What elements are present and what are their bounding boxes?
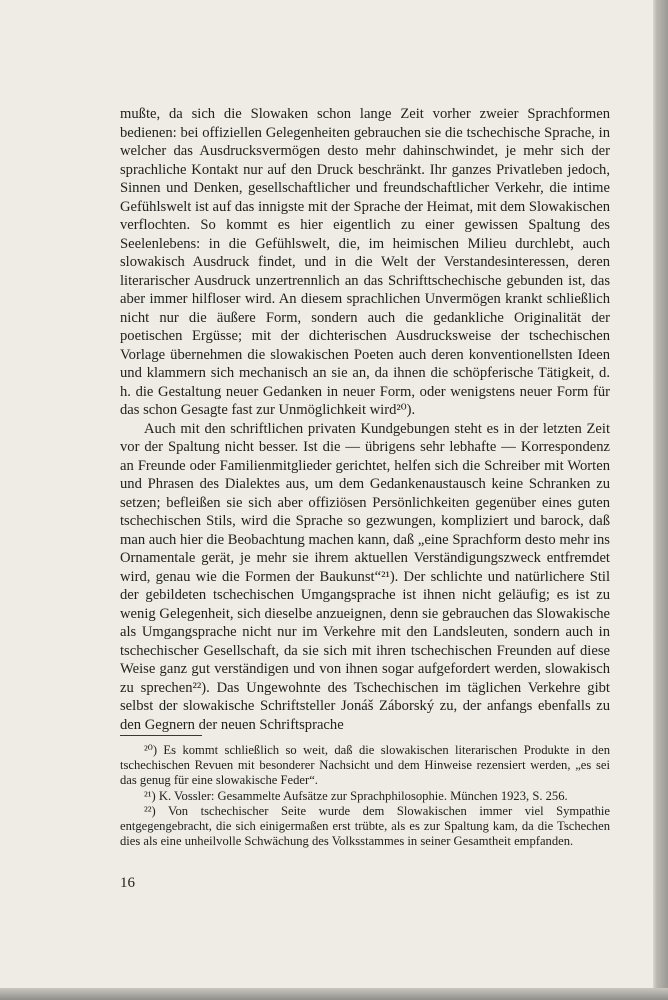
body-paragraph: mußte, da sich die Slowaken schon lange Zeit vorher zweier Sprachformen bedienen: bei offiziellen Gelegenheiten gebrauchen sie die tschechische Sprache, in welcher das Ausdrucksvermögen desto mehr dahinschwindet, je mehr sich der sprachliche Kontakt nur auf den Druck beschränkt. Ihr ganzes Privatleben jedoch, Sinnen und Denken, gesellschaftlicher und freundschaftlicher Verkehr, die intime Gefühlswelt ist auf das innigste mit der Sprache der Heimat, mit dem Slowakischen verflochten. So kommt es hier eigentlich zu einer gewissen Spaltung des Seelenlebens: in die Gefühlswelt, die, im heimischen Milieu durchlebt, auch slowakisch Ausdruck findet, und in die Welt der Verstandesinteressen, deren literarischer Ausdruck unzertrennlich an das Schrifttschechische gebunden ist, das aber immer hilfloser wird. An diesem sprachlichen Unvermögen krankt schließlich nicht nur die äußere Form, sondern auch die gedankliche Originalität der poetischen Ergüsse; mit der dichterischen Ausdrucksweise der tschechischen Vorlage übernehmen die slowakischen Poeten auch deren konventionellsten Ideen und klammern sich mechanisch an sie an, da ihnen die schöpferische Tätigkeit, d. h. die Gestaltung neuer Gedanken in neuer Form, oder wenigstens neuer Form für das schon Gesagte fast zur Unmöglichkeit wird²⁰).	[120, 106, 610, 418]
footnote-20: ²⁰) Es kommt schließlich so weit, daß die slowakischen literarischen Produkte in den tschechischen Revuen mit besonderer Nachsicht und dem Hinweise rezensiert werden, „es sei das genug für eine slowakische Feder“.	[120, 743, 610, 788]
footnotes	[120, 743, 610, 849]
footnote-21: ²¹) K. Vossler: Gesammelte Aufsätze zur Sprachphilosophie. München 1923, S. 256.	[144, 788, 568, 803]
body-paragraph: Auch mit den schriftlichen privaten Kundgebungen steht es in der letzten Zeit vor der Spaltung nicht besser. Ist die — übrigens sehr lebhafte — Korrespondenz an Freunde oder Familienmitglieder gerichtet, helfen sich die Schreiber mit Worten und Phrasen des Dialektes aus, um dem Gedankenaustausch keine Schranken zu setzen; befleißen sie sich aber offiziösen Persönlichkeiten gegenüber eines guten tschechischen Stils, wird die Sprache so gezwungen, kompliziert und barock, daß man auch hier die Beobachtung machen kann, daß „eine Sprachform desto mehr ins Ornamentale gerät, je mehr sie ihrem aktuellen Verständigungszweck entfremdet wird, genau wie die Formen der Baukunst“²¹). Der schlichte und natürlichere Stil der gebildeten tschechischen Umgangsprache ist ihnen nicht geläufig; es ist zu wenig Gelegenheit, sich dieselbe anzueignen, denn sie gebrauchen das Slowakische als Umgangsprache nicht nur im Verkehre mit den Landsleuten, sondern auch in tschechischer Gesellschaft, da sie sich mit ihren tschechischen Freunden auf diese Weise ganz gut verständigen und von ihnen sogar aufgefordert werden, slowakisch zu sprechen²²). Das Ungewohnte des Tschechischen im täglichen Verkehre gibt selbst der slowakische Schriftsteller Jonáš Záborský zu, der anfangs ebenfalls zu den Gegnern der neuen Schriftsprache	[120, 420, 610, 733]
page-number: 16	[120, 875, 135, 891]
main-text	[120, 105, 610, 734]
footnote-22: ²²) Von tschechischer Seite wurde dem Slowakischen immer viel Sympathie entgegengebracht, die sich einigermaßen erst trübte, als es zur Spaltung kam, da die Tschechen dies als eine unheilvolle Schwächung des Volksstammes in seiner Gesamtheit empfanden.	[120, 803, 610, 849]
footnote-divider	[120, 735, 202, 736]
page-bottom-edge	[0, 988, 668, 1000]
page-edge	[653, 0, 668, 1000]
